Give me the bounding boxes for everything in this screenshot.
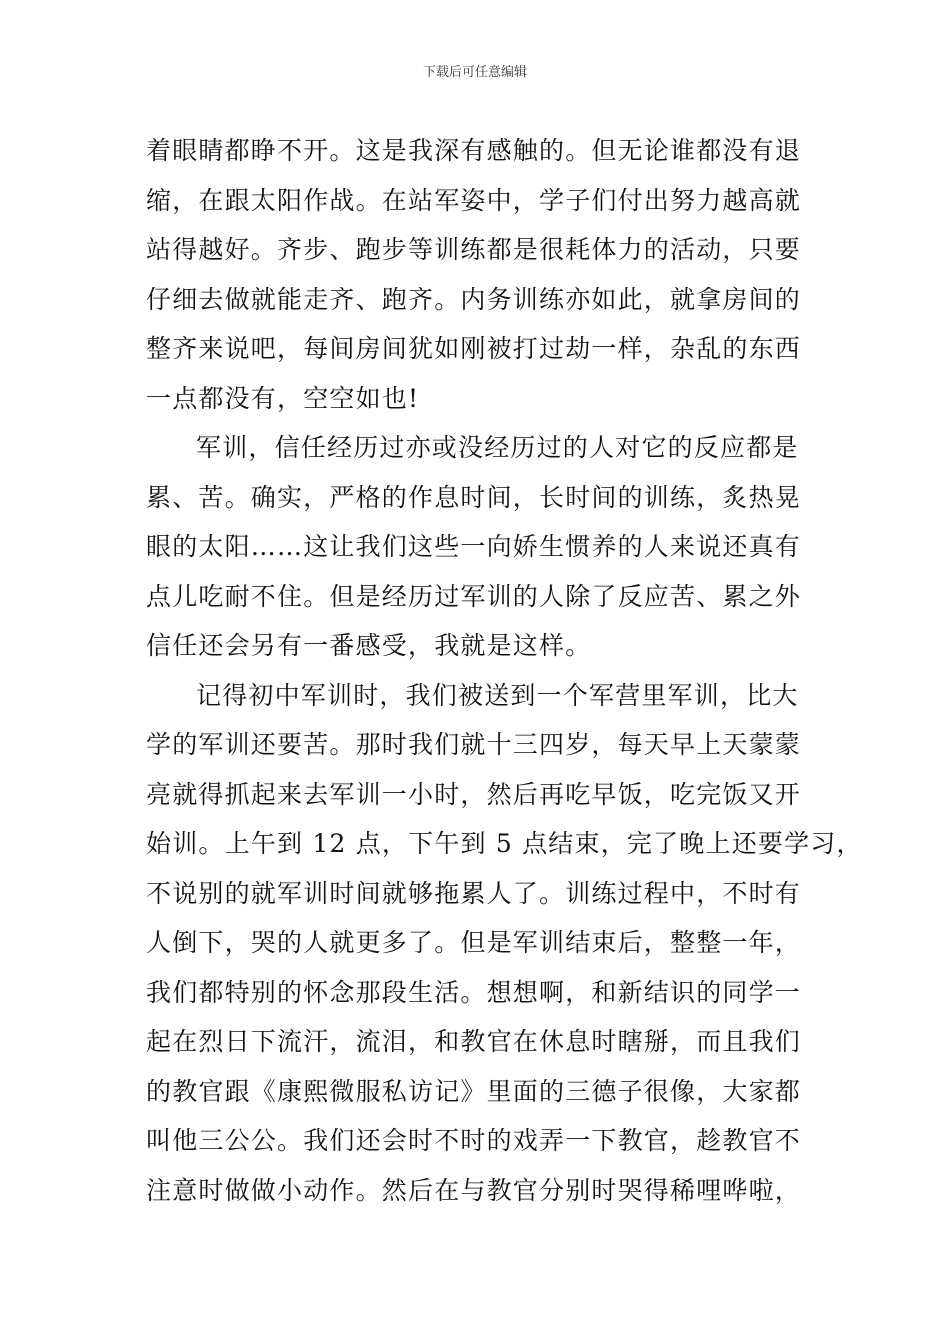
text-line: 始训。上午到 12 点，下午到 5 点结束，完了晚上还要学习， [146, 829, 863, 858]
text-line: 的教官跟《康熙微服私访记》里面的三德子很像，大家都 [146, 1076, 802, 1106]
text-line: 站得越好。齐步、跑步等训练都是很耗体力的活动，只要 [146, 235, 802, 264]
text-line: 亮就得抓起来去军训一小时，然后再吃早饭，吃完饭又开 [146, 779, 802, 809]
text-line: 一点都没有，空空如也! [146, 383, 420, 413]
text-line: 点儿吃耐不住。但是经历过军训的人除了反应苦、累之外 [146, 581, 802, 611]
page-header: 下载后可任意编辑 [422, 65, 527, 80]
text-line: 起在烈日下流汗，流泪，和教官在休息时瞎掰，而且我们 [146, 1027, 802, 1056]
text-line: 人倒下，哭的人就更多了。但是军训结束后，整整一年， [146, 928, 802, 957]
text-line: 信任还会另有一番感受，我就是这样。 [146, 631, 592, 660]
text-line: 注意时做做小动作。然后在与教官分别时哭得稀哩哗啦， [146, 1175, 802, 1205]
text-line: 着眼睛都睁不开。这是我深有感触的。但无论谁都没有退 [146, 136, 802, 165]
paragraph-start-line: 军训，信任经历过亦或没经历过的人对它的反应都是 [196, 433, 799, 462]
text-line: 叫他三公公。我们还会时不时的戏弄一下教官，趁教官不 [146, 1126, 802, 1155]
text-line: 缩，在跟太阳作战。在站军姿中，学子们付出努力越高就 [146, 185, 802, 215]
text-line: 累、苦。确实，严格的作息时间，长时间的训练，炙热晃 [146, 482, 802, 512]
body-text [146, 126, 863, 1215]
paragraph-start-line: 记得初中军训时，我们被送到一个军营里军训，比大 [196, 680, 799, 710]
text-line: 整齐来说吧，每间房间犹如刚被打过劫一样，杂乱的东西 [146, 334, 802, 363]
text-line: 我们都特别的怀念那段生活。想想啊，和新结识的同学一 [146, 977, 802, 1007]
text-line: 不说别的就军训时间就够拖累人了。训练过程中，不时有 [146, 878, 802, 908]
text-line: 眼的太阳……这让我们这些一向娇生惯养的人来说还真有 [146, 532, 802, 561]
text-line: 仔细去做就能走齐、跑齐。内务训练亦如此，就拿房间的 [146, 284, 802, 314]
text-line: 学的军训还要苦。那时我们就十三四岁，每天早上天蒙蒙 [146, 730, 802, 759]
